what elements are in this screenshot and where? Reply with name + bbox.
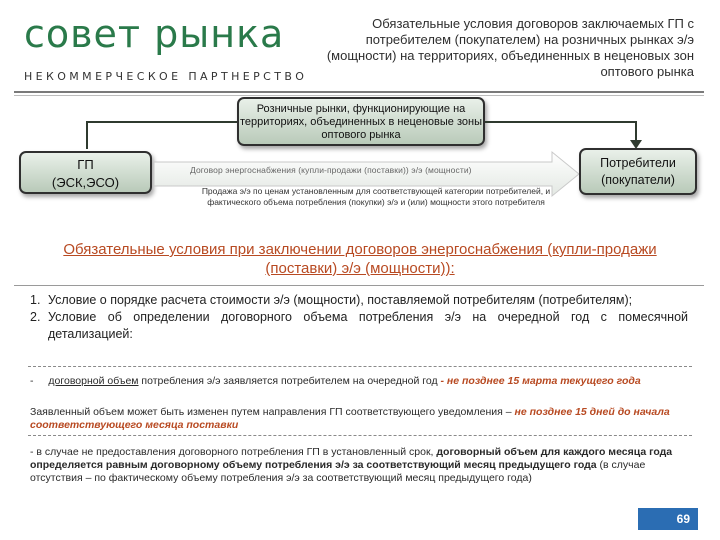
conditions-list xyxy=(30,292,688,343)
consumers-box-subtitle: (покупатели) xyxy=(601,173,675,187)
list-item-text: Условие об определении договорного объема потребления э/э на очередной год с помесячной детализацией: xyxy=(48,310,688,341)
sale-description: Продажа э/э по ценам установленным для соответствующей категории потребителей, и фактического объема потребления (покупки) э/э и (или) мощности этого потребителя xyxy=(201,186,551,207)
default-volume-fallback: (в случае отсутствия – по фактическому объему потребления э/э за соответствующий месяц предыдущего года) xyxy=(30,459,646,484)
bullet-dash: - xyxy=(30,375,34,387)
logo xyxy=(24,14,307,83)
dashed-divider xyxy=(28,366,692,367)
header-divider-thin xyxy=(14,95,704,96)
contract-volume-term: договорной объем xyxy=(48,375,139,387)
bullet-dash: - xyxy=(30,446,34,458)
volume-change-paragraph xyxy=(30,406,692,432)
list-item-number: 1. xyxy=(30,293,41,307)
list-item xyxy=(30,309,688,343)
connector-left-vertical xyxy=(86,121,88,149)
slide-title: Обязательные условия договоров заключаемых ГП с потребителем (покупателем) на розничных рынках э/э (мощности) на территориях, объединенных в неценовых зон оптового рынка xyxy=(326,16,694,79)
section-heading: Обязательные условия при заключении договоров энергоснабжения (купли-продажи (поставки) э/э (мощности)): xyxy=(63,241,657,277)
consumers-box-title: Потребители xyxy=(600,156,676,170)
logo-subtitle: НЕКОММЕРЧЕСКОЕ ПАРТНЕРСТВО xyxy=(24,70,308,83)
declared-volume-text: потребления э/э заявляется потребителем на очередной год xyxy=(138,375,441,387)
header-divider xyxy=(14,91,704,93)
gp-box-title: ГП xyxy=(77,157,94,172)
page-number-badge: 69 xyxy=(638,508,698,530)
connector-right-horizontal xyxy=(485,121,637,123)
logo-wordmark: совет рынка xyxy=(24,12,285,56)
gp-box-subtitle: (ЭСК,ЭСО) xyxy=(51,175,120,190)
section-divider xyxy=(14,285,704,286)
declared-volume-paragraph xyxy=(30,375,692,388)
contract-label: Договор энергоснабжения (купли-продажи (поставки)) э/э (мощности) xyxy=(190,165,472,175)
deadline-march: - не позднее 15 марта текущего года xyxy=(440,375,641,387)
connector-left-horizontal xyxy=(86,121,237,123)
volume-change-text: Заявленный объем может быть изменен путем направления ГП соответствующего уведомления – xyxy=(30,406,515,418)
default-volume-text: в случае не предоставления договорного потребления ГП в установленный срок, xyxy=(33,446,437,458)
default-volume-rule: договорный объем для каждого месяца года определяется равным договорному объему потребления э/э за соответствующий месяц предыдущего года xyxy=(30,446,673,471)
gp-box xyxy=(19,151,152,194)
list-item-text: Условие о порядке расчета стоимости э/э (мощности), поставляемой потребителям (потребителям); xyxy=(48,293,633,307)
default-volume-paragraph xyxy=(30,446,692,485)
deadline-15-days: не позднее 15 дней до начала соответствующего месяца поставки xyxy=(30,406,670,431)
retail-markets-box: Розничные рынки, функционирующие на территориях, объединенных в неценовые зоны оптового рынка xyxy=(237,97,485,146)
consumers-box xyxy=(579,148,697,195)
list-item xyxy=(30,292,688,309)
dashed-divider xyxy=(28,435,692,436)
list-item-number: 2. xyxy=(30,310,41,324)
